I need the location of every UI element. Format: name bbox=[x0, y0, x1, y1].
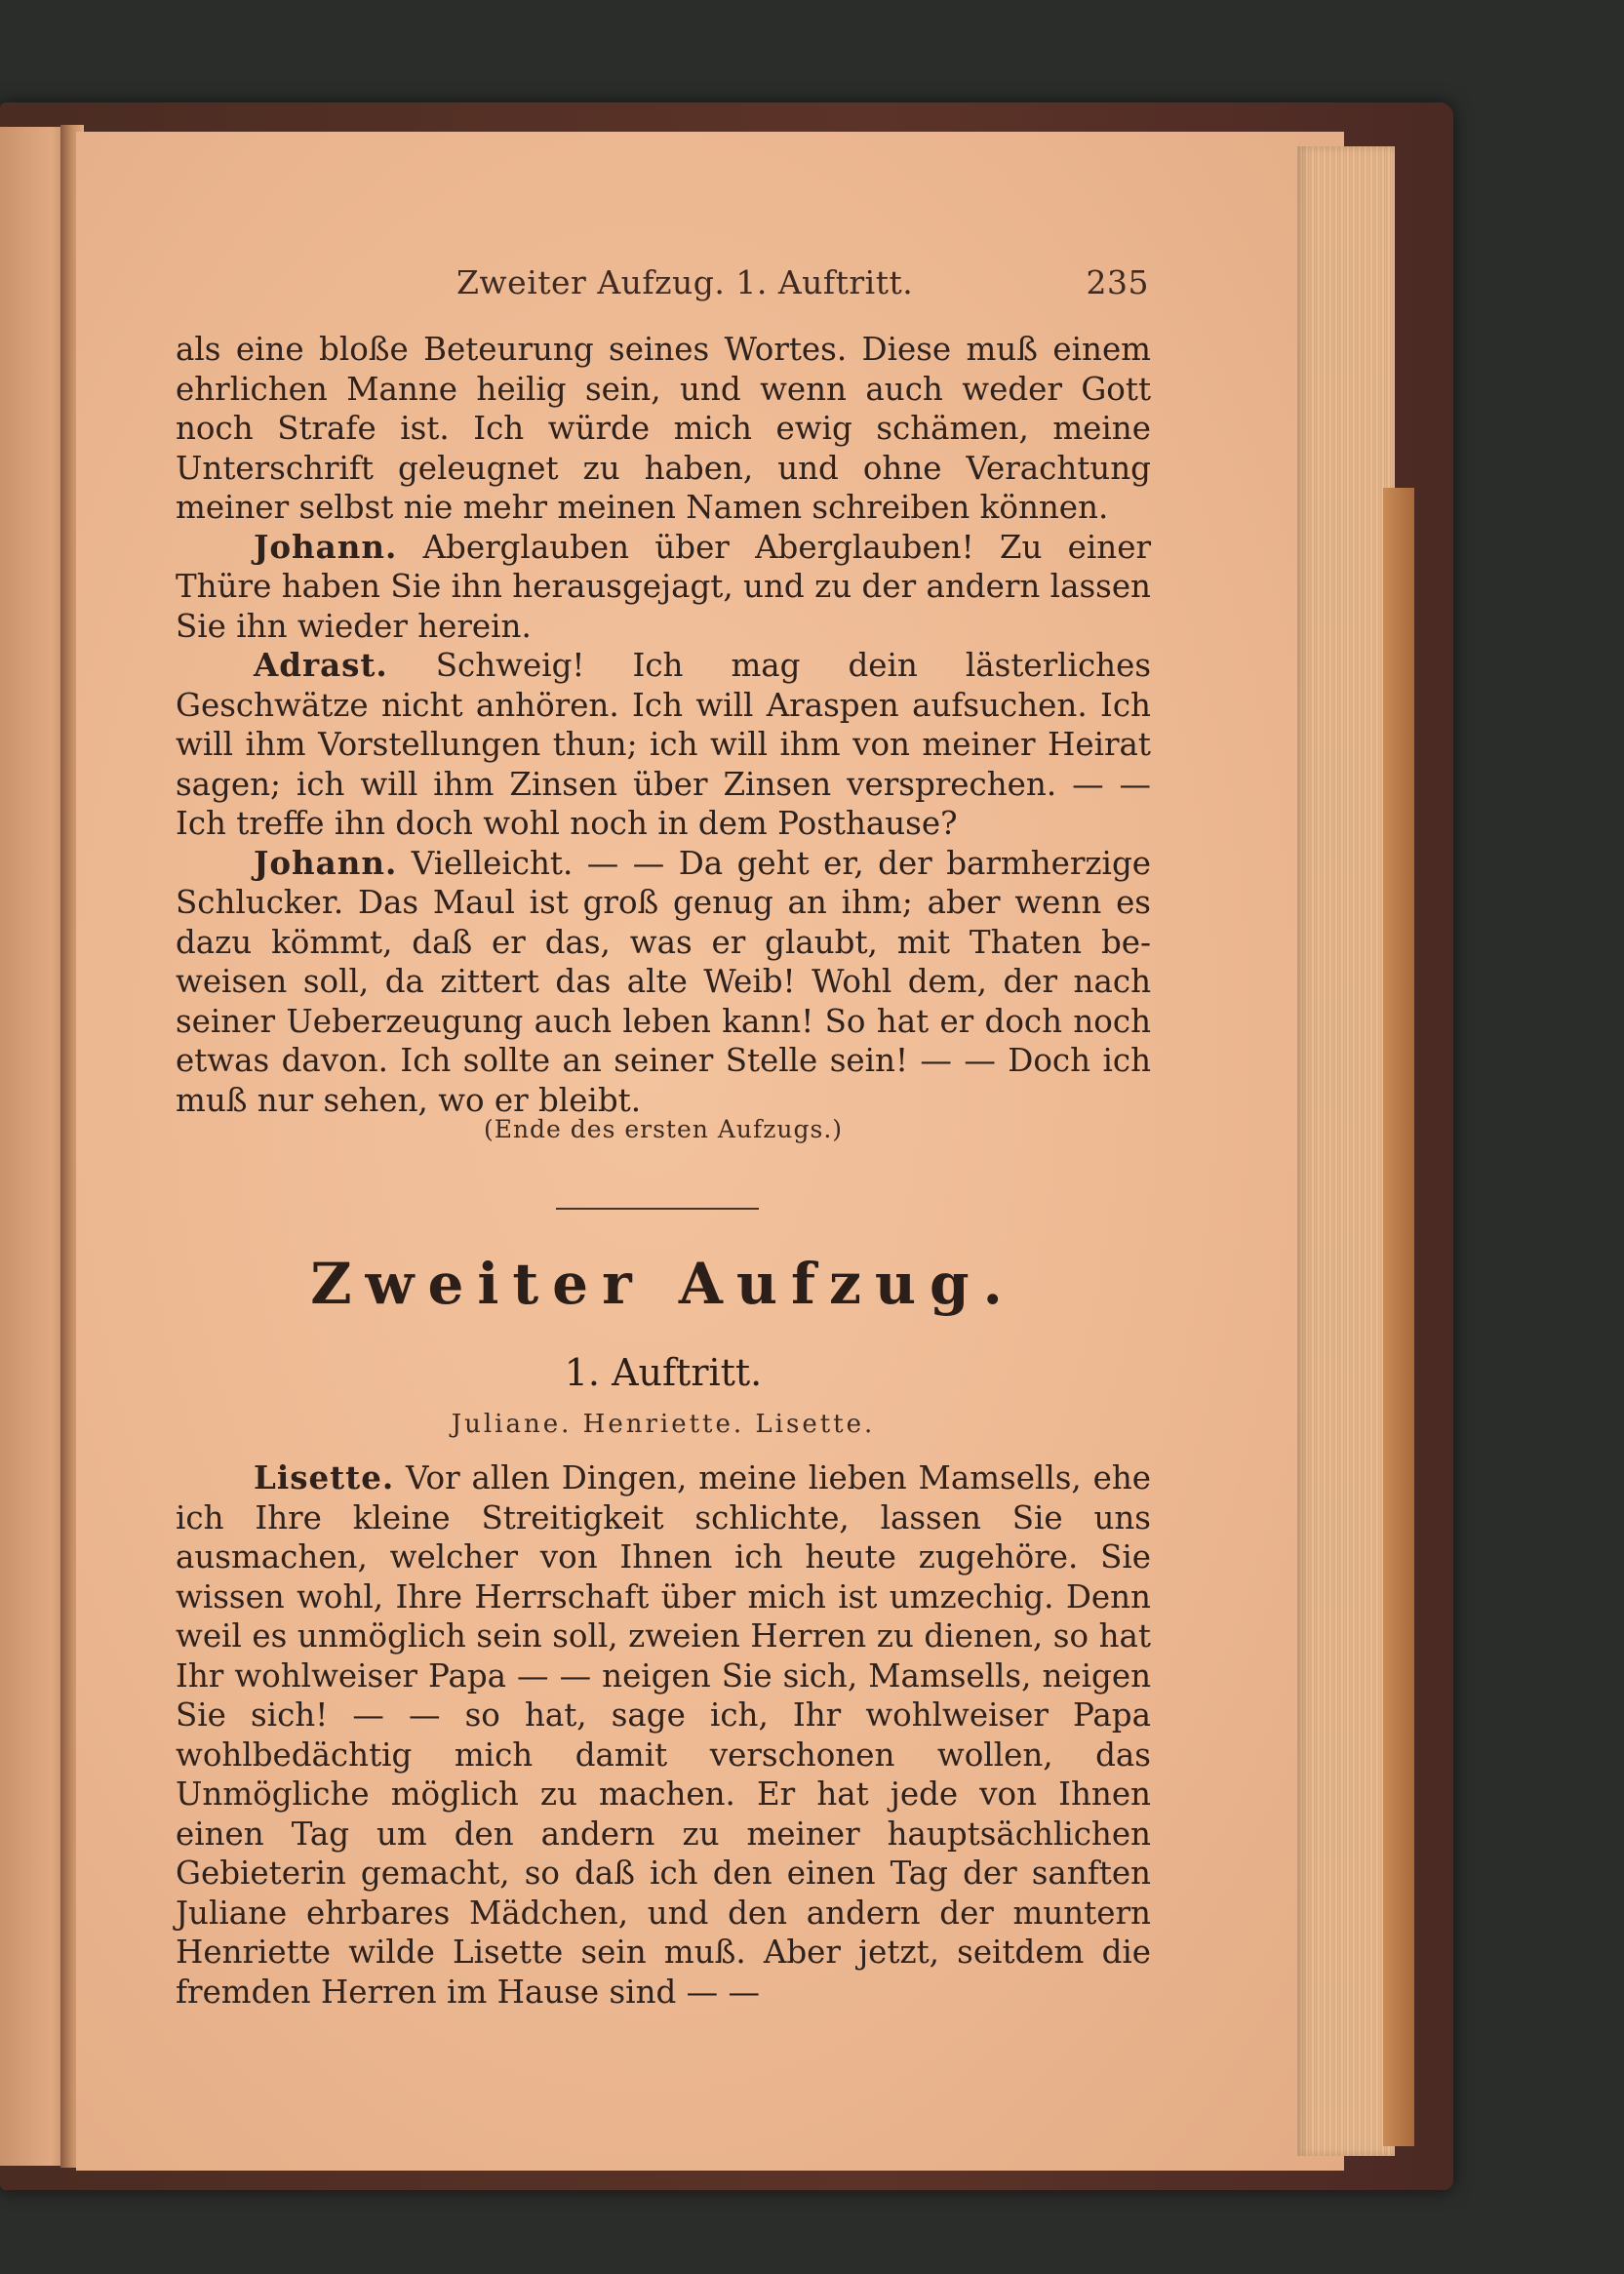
text-line: Vor allen Dingen, meine lieben Mamsells, ehe bbox=[394, 1459, 1151, 1496]
text-line: muntern Henriette wilde Lisette sein muß. Aber jetzt, seitdem bbox=[176, 1894, 1151, 1971]
page-edges bbox=[1297, 146, 1395, 2156]
text-line: ehrlichen Manne heilig sein, und wenn auch weder Gott noch bbox=[176, 370, 1151, 447]
scene-title: 1. Auftritt. bbox=[564, 1351, 763, 1394]
text-line: sein soll, zweien Herren zu dienen, so hat Ihr wohlweiser bbox=[176, 1617, 1151, 1695]
text-block-top bbox=[176, 330, 1151, 1120]
text-line: Schweig! Ich mag dein lästerliches Geschwätze bbox=[176, 647, 1151, 724]
cast-list: Juliane. Henriette. Lisette. bbox=[451, 1410, 876, 1439]
text-line: hauptsächlichen Gebieterin gemacht, so daß ich den einen Tag bbox=[176, 1815, 1151, 1892]
text-line: Papa — — neigen Sie sich, Mamsells, neigen Sie sich! — — bbox=[176, 1656, 1151, 1734]
text-line: die fremden Herren im Hause sind — — bbox=[176, 1934, 1151, 2011]
text-block-bottom bbox=[176, 1458, 1151, 2012]
text-line: nicht anhören. Ich will Araspen aufsuchen. Ich will ihm bbox=[176, 686, 1151, 763]
running-head-title: Zweiter Aufzug. 1. Auftritt. bbox=[456, 263, 914, 301]
text-line: geleugnet zu haben, und ohne Verachtung meiner selbst nie bbox=[176, 449, 1151, 526]
text-line: Vielleicht. — — Da geht er, der barmherzige bbox=[397, 844, 1151, 882]
text-line: Vorstellungen thun; ich will ihm von meiner Heirat sagen; bbox=[176, 726, 1151, 803]
page-number: 235 bbox=[1086, 263, 1149, 301]
text-line: Schlucker. Das Maul ist groß genug an ihm; aber wenn bbox=[176, 884, 1102, 921]
speech-johann-1 bbox=[176, 528, 1151, 647]
running-head bbox=[456, 263, 1149, 312]
paragraph-continuation bbox=[176, 330, 1151, 528]
text-line: ihn doch wohl noch in dem Posthause? bbox=[334, 805, 958, 842]
speaker-name: Johann. bbox=[254, 527, 398, 566]
text-line: der sanften Juliane ehrbares Mädchen, und den andern der bbox=[176, 1855, 1151, 1932]
speech-johann-2 bbox=[176, 844, 1151, 1121]
text-line: Aberglauben über Aberglauben! Zu einer Thüre bbox=[176, 528, 1151, 605]
speaker-name: Johann. bbox=[254, 843, 398, 882]
text-line: als eine bloße Beteurung seines Wortes. Diese muß einem bbox=[176, 331, 1151, 368]
cover-edge-strip bbox=[1383, 488, 1414, 2146]
section-divider bbox=[556, 1208, 759, 1210]
text-line: weisen soll, da zittert das alte Weib! Wohl dem, der nach bbox=[176, 963, 1151, 1000]
text-line: ihn wieder herein. bbox=[236, 607, 532, 645]
text-line: ich muß nur sehen, wo er bleibt. bbox=[176, 1042, 1151, 1119]
text-line: es dazu kömmt, daß er das, was er glaubt, mit Thaten be- bbox=[176, 884, 1151, 961]
speaker-name: Adrast. bbox=[254, 646, 388, 684]
text-line: ich Ihre kleine Streitigkeit schlichte, lassen Sie uns ausmachen, bbox=[176, 1498, 1151, 1576]
text-line: so hat, sage ich, Ihr wohlweiser Papa wohlbedächtig mich damit bbox=[176, 1696, 1151, 1774]
text-line: hat jede von Ihnen einen Tag um den andern zu meiner bbox=[176, 1775, 1151, 1853]
text-line: welcher von Ihnen ich heute zugehöre. Sie wissen wohl, Ihre bbox=[176, 1538, 1151, 1616]
speaker-name: Lisette. bbox=[254, 1458, 395, 1496]
text-line: verschonen wollen, das Unmögliche möglich zu machen. Er bbox=[176, 1735, 1151, 1813]
text-line: mehr meinen Namen schreiben können. bbox=[462, 489, 1109, 526]
text-line: ich will ihm Zinsen über Zinsen versprechen. — — Ich treffe bbox=[176, 765, 1151, 842]
act-end-note: (Ende des ersten Aufzugs.) bbox=[483, 1115, 844, 1143]
speech-adrast bbox=[176, 646, 1151, 844]
speech-lisette bbox=[176, 1458, 1151, 2012]
text-line: etwas davon. Ich sollte an seiner Stelle sein! — — Doch bbox=[176, 1042, 1091, 1079]
text-line: seiner Ueberzeugung auch leben kann! So hat er doch noch bbox=[176, 1002, 1151, 1040]
text-line: haben Sie ihn herausgejagt, und zu der andern lassen Sie bbox=[176, 568, 1151, 645]
act-title: Zweiter Aufzug. bbox=[310, 1251, 1016, 1317]
text-line: Herrschaft über mich ist umzechig. Denn weil es unmöglich bbox=[176, 1577, 1151, 1655]
text-line: Strafe ist. Ich würde mich ewig schämen, meine Unterschrift bbox=[176, 410, 1151, 487]
